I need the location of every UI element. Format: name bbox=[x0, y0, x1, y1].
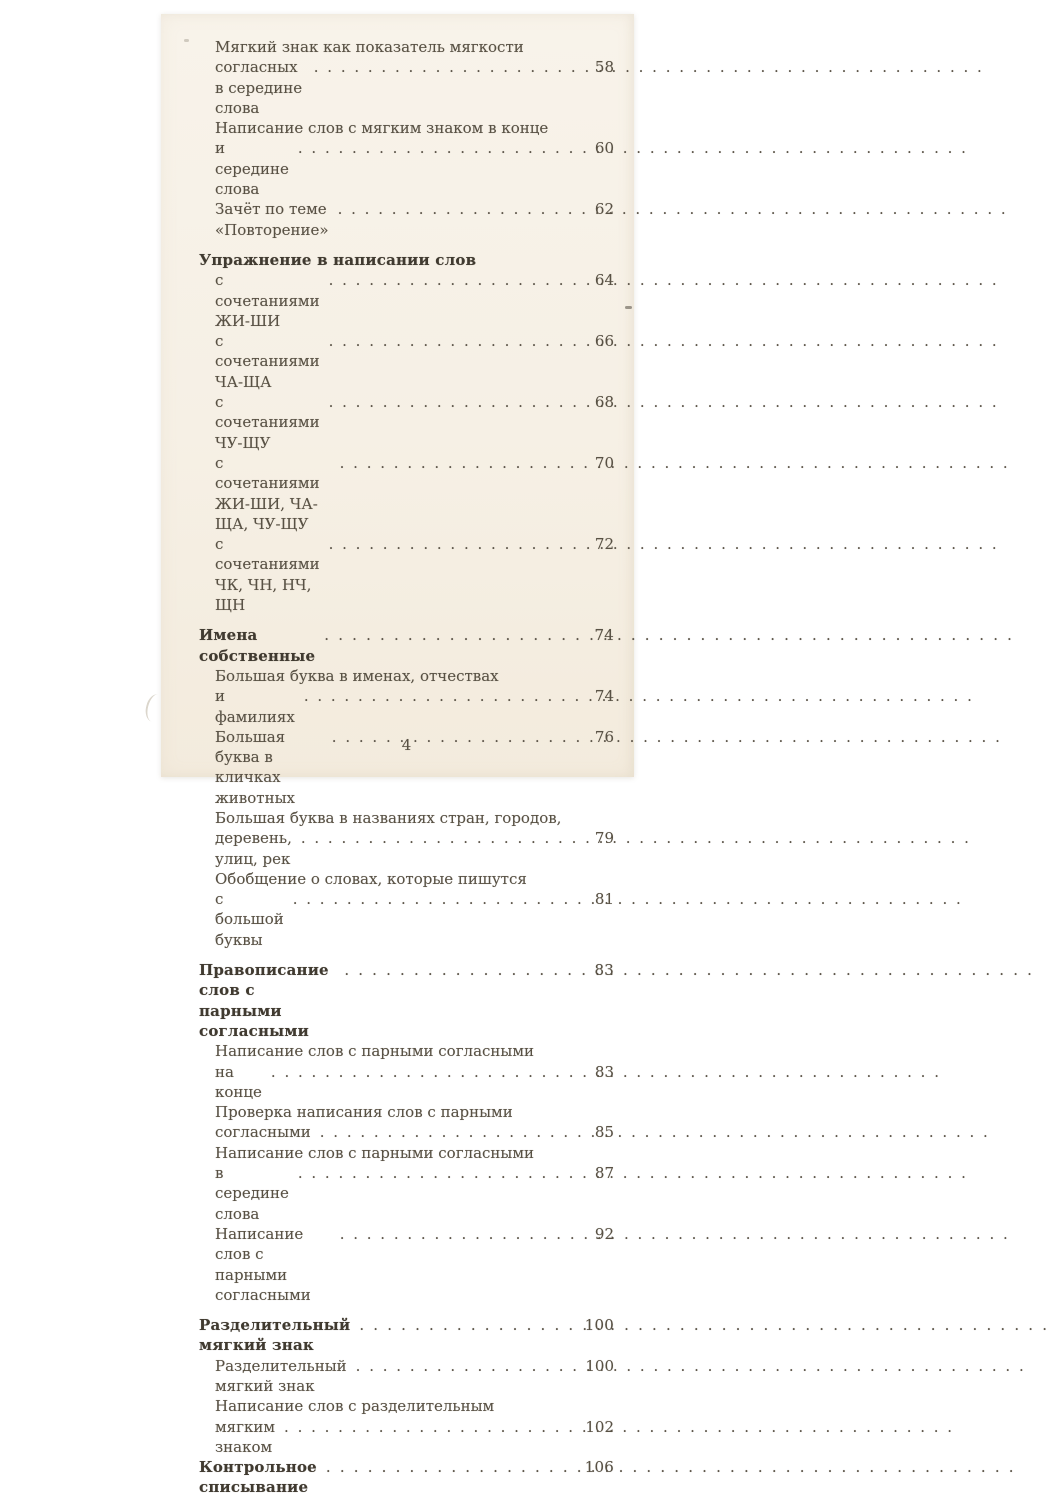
toc-entry-title: мягким знаком bbox=[215, 1417, 280, 1456]
toc-line bbox=[215, 1122, 614, 1142]
toc-entry bbox=[199, 392, 614, 453]
toc-entry bbox=[199, 534, 614, 615]
dot-leader bbox=[326, 1457, 580, 1477]
toc-line bbox=[215, 1396, 614, 1416]
toc-page-number: 100 bbox=[585, 1356, 614, 1375]
toc-entry-title: Контрольное списывание bbox=[199, 1458, 323, 1497]
toc-entry-title: с сочетаниями ЖИ-ШИ, ЧА-ЩА, ЧУ-ЩУ bbox=[215, 453, 325, 533]
dot-leader bbox=[329, 534, 582, 554]
toc-entry-title: с сочетаниями ЧУ-ЩУ bbox=[215, 393, 325, 452]
toc-page-number: 85 bbox=[594, 1123, 614, 1142]
toc-line bbox=[215, 534, 614, 615]
toc-section bbox=[199, 960, 614, 1305]
toc-heading-entry bbox=[199, 250, 614, 270]
toc-line bbox=[215, 1041, 614, 1061]
toc-heading-entry bbox=[199, 1315, 614, 1356]
toc-line bbox=[215, 118, 614, 138]
toc-entry-title: с сочетаниями ЧК, ЧН, НЧ, ЩН bbox=[215, 535, 325, 615]
toc-entry-title: Обобщение о словах, которые пишутся bbox=[215, 869, 527, 888]
dot-leader bbox=[304, 686, 582, 706]
toc-entry-title: Написание слов с парными согласными bbox=[215, 1143, 535, 1162]
toc-page-number: 72 bbox=[594, 535, 614, 554]
toc-page-number: 79 bbox=[594, 829, 614, 848]
toc-line bbox=[215, 1356, 614, 1397]
smudge-mark bbox=[625, 306, 632, 309]
toc-line bbox=[215, 808, 614, 828]
toc-entry bbox=[199, 666, 614, 727]
toc-page-number: 64 bbox=[594, 271, 614, 290]
toc-entry bbox=[199, 1224, 614, 1305]
toc-section bbox=[199, 250, 614, 615]
toc-entry-title: и фамилиях bbox=[215, 687, 295, 726]
dot-leader bbox=[301, 828, 582, 848]
toc-entry-title: Разделительный мягкий знак bbox=[215, 1356, 352, 1395]
dot-leader bbox=[324, 625, 582, 645]
toc-entry bbox=[199, 453, 614, 534]
toc-line bbox=[215, 1143, 614, 1163]
toc-page-number: 100 bbox=[584, 1316, 614, 1335]
toc-entry-title: на конце bbox=[215, 1062, 262, 1101]
toc-entry-title: Большая буква в кличках животных bbox=[215, 727, 295, 807]
toc-line bbox=[215, 869, 614, 889]
toc-entry-title: Большая буква в названиях стран, городов, bbox=[215, 808, 562, 827]
toc-section bbox=[199, 625, 614, 950]
dot-leader bbox=[329, 392, 582, 412]
toc-line bbox=[215, 1224, 614, 1305]
toc-page-number: 74 bbox=[594, 687, 614, 706]
toc-entry-title: Написание слов с мягким знаком в конце bbox=[215, 119, 549, 138]
dot-leader bbox=[329, 331, 582, 351]
toc-line bbox=[215, 666, 614, 686]
toc-entry bbox=[199, 1396, 614, 1457]
toc-line bbox=[199, 625, 614, 666]
dot-leader bbox=[293, 889, 582, 909]
toc-page-number: 62 bbox=[594, 200, 614, 219]
dot-leader bbox=[356, 1356, 581, 1376]
toc-entry-title: Мягкий знак как показатель мягкости bbox=[215, 38, 524, 56]
dot-leader bbox=[271, 1062, 582, 1082]
toc-entry-title: с большой буквы bbox=[215, 890, 289, 949]
toc-line bbox=[215, 331, 614, 392]
toc-line bbox=[215, 889, 614, 950]
toc-line bbox=[199, 1315, 614, 1356]
toc-entry-title: Правописание слов с парными согласными bbox=[199, 961, 335, 1040]
toc-line bbox=[215, 1417, 614, 1458]
toc-page-number: 106 bbox=[584, 1458, 614, 1477]
toc-page-number: 68 bbox=[594, 393, 614, 412]
toc-entry bbox=[199, 808, 614, 869]
dot-leader bbox=[344, 960, 582, 980]
toc-entry-title: Зачёт по теме «Повторение» bbox=[215, 200, 332, 239]
toc-line bbox=[199, 1457, 614, 1498]
toc-entry-title: и середине слова bbox=[215, 139, 294, 199]
toc-line bbox=[215, 686, 614, 727]
toc-line bbox=[215, 270, 614, 331]
toc-heading-entry bbox=[199, 625, 614, 666]
toc-line bbox=[215, 57, 614, 118]
toc-page-number: 102 bbox=[585, 1417, 614, 1436]
toc-line bbox=[215, 453, 614, 534]
toc-entry-title: Проверка написания слов с парными bbox=[215, 1103, 513, 1122]
toc-line bbox=[215, 392, 614, 453]
toc-line bbox=[215, 1163, 614, 1224]
toc-entry-title: с сочетаниями ЧА-ЩА bbox=[215, 332, 325, 391]
toc-line bbox=[215, 138, 614, 199]
toc-section bbox=[199, 1315, 614, 1457]
toc-entry-title: согласных в середине слова bbox=[215, 58, 307, 117]
toc-page-number: 74 bbox=[594, 626, 614, 645]
toc-entry-title: Написание слов с парными согласными bbox=[215, 1224, 311, 1304]
toc-entry bbox=[199, 331, 614, 392]
toc-entry-title: Имена собственные bbox=[199, 626, 316, 665]
toc-line bbox=[215, 199, 614, 240]
toc-line bbox=[215, 828, 614, 869]
toc-heading-entry bbox=[199, 1457, 614, 1498]
toc-entry bbox=[199, 1356, 614, 1397]
toc-entry-title: Написание слов с парными согласными bbox=[215, 1042, 535, 1061]
dot-leader bbox=[298, 138, 582, 158]
toc-entry-title: деревень, улиц, рек bbox=[215, 829, 297, 868]
book-page bbox=[161, 14, 634, 1497]
toc-page-number: 87 bbox=[594, 1164, 614, 1183]
toc-entry-title: Большая буква в именах, отчествах bbox=[215, 666, 499, 685]
toc-page-number: 70 bbox=[594, 453, 614, 472]
toc-heading-entry bbox=[199, 960, 614, 1041]
dot-leader bbox=[338, 199, 582, 219]
dot-leader bbox=[320, 1122, 582, 1142]
toc-line bbox=[215, 1062, 614, 1103]
toc-entry-title: Разделительный мягкий знак bbox=[199, 1316, 356, 1355]
dot-leader bbox=[314, 57, 582, 77]
toc-entry bbox=[199, 1143, 614, 1224]
dot-leader bbox=[340, 1224, 582, 1244]
dot-leader bbox=[329, 270, 582, 290]
dot-leader bbox=[359, 1315, 579, 1335]
toc-page-number: 76 bbox=[594, 727, 614, 746]
dot-leader bbox=[298, 1163, 582, 1183]
toc-entry-title: Упражнение в написании слов bbox=[199, 250, 477, 269]
toc-entry bbox=[199, 199, 614, 240]
toc-entry-title: в середине слова bbox=[215, 1164, 294, 1223]
toc-entry bbox=[199, 37, 614, 118]
toc-entry bbox=[199, 270, 614, 331]
table-of-contents bbox=[199, 37, 614, 1498]
toc-line bbox=[215, 37, 614, 57]
toc-entry bbox=[199, 1041, 614, 1102]
toc-entry-title: согласными bbox=[215, 1123, 311, 1142]
toc-page-number: 60 bbox=[594, 139, 614, 158]
dot-leader bbox=[284, 1417, 580, 1437]
dot-leader bbox=[340, 453, 582, 473]
toc-section bbox=[199, 1457, 614, 1498]
toc-page-number: 58 bbox=[594, 58, 614, 77]
toc-line bbox=[199, 250, 614, 270]
toc-line bbox=[215, 1102, 614, 1122]
page-footer bbox=[199, 736, 614, 754]
speck-mark bbox=[184, 39, 189, 42]
toc-page-number: 83 bbox=[594, 961, 614, 980]
toc-section bbox=[199, 37, 614, 240]
page-number: 4 bbox=[401, 736, 412, 754]
toc-entry bbox=[199, 1102, 614, 1143]
toc-page-number: 92 bbox=[594, 1224, 614, 1243]
toc-entry bbox=[199, 118, 614, 199]
toc-entry-title: Написание слов с разделительным bbox=[215, 1397, 495, 1416]
toc-page-number: 81 bbox=[594, 890, 614, 909]
toc-page-number: 83 bbox=[594, 1062, 614, 1081]
toc-page-number: 66 bbox=[594, 332, 614, 351]
toc-line bbox=[199, 960, 614, 1041]
toc-entry-title: с сочетаниями ЖИ-ШИ bbox=[215, 271, 325, 330]
toc-entry bbox=[199, 869, 614, 950]
